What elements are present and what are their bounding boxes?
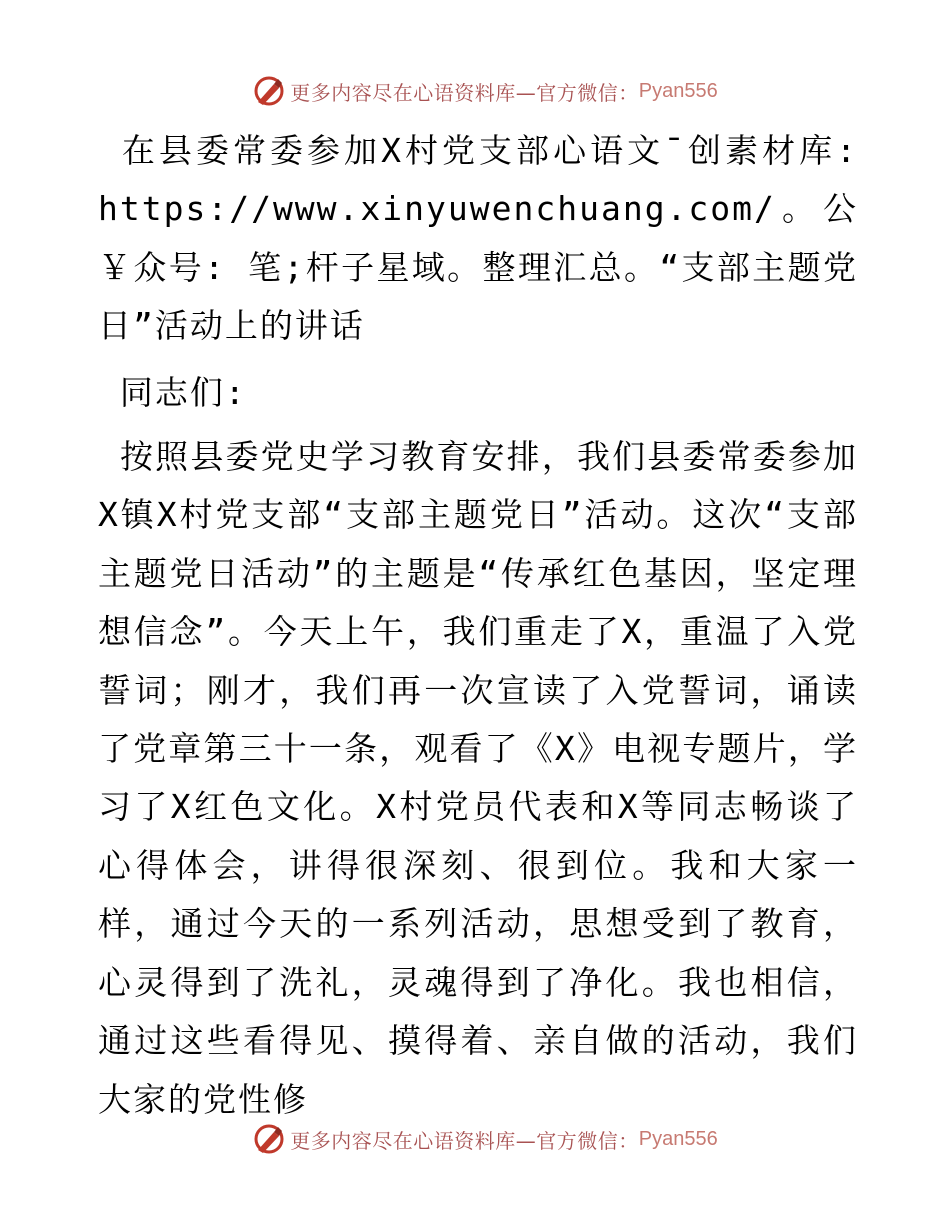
document-body-paragraph: 按照县委党史学习教育安排，我们县委常委参加X镇X村党支部“支部主题党日”活动。这次“支部主题党日活动”的主题是“传承红色基因，坚定理想信念”。今天上午，我们重走了X，重温了入党誓词；刚才，我们再一次宣读了入党誓词，诵读了党章第三十一条，观看了《X》电视专题片，学习了X红色文化。X村党员代表和X等同志畅谈了心得体会，讲得很深刻、很到位。我和大家一样，通过今天的一系列活动，思想受到了教育，心灵得到了洗礼，灵魂得到了净化。我也相信，通过这些看得见、摸得着、亲自做的活动，我们大家的党性修: [98, 437, 859, 1119]
pen-circle-logo-icon: [252, 1122, 286, 1156]
footer-banner-text: 更多内容尽在心语资料库—官方微信：: [290, 1128, 639, 1153]
pen-circle-logo-icon: [252, 74, 286, 108]
document-content: [98, 122, 880, 1129]
header-wechat-id: Pyan556: [638, 79, 718, 102]
footer-banner-inner: [252, 1122, 717, 1156]
document-title: 在县委常委参加X村党支部心语文¯创素材库: https://www.xinyuwenchuang.com/。公￥众号: 笔;杆子星域。整理汇总。“支部主题党日”活动上的讲话: [98, 131, 880, 346]
document-greeting: 同志们:: [98, 372, 247, 412]
header-banner: [0, 71, 950, 111]
header-banner-text: 更多内容尽在心语资料库—官方微信：: [290, 80, 639, 105]
header-banner-inner: [252, 74, 717, 108]
footer-wechat-id: Pyan556: [638, 1127, 718, 1150]
footer-banner: [0, 1119, 950, 1159]
